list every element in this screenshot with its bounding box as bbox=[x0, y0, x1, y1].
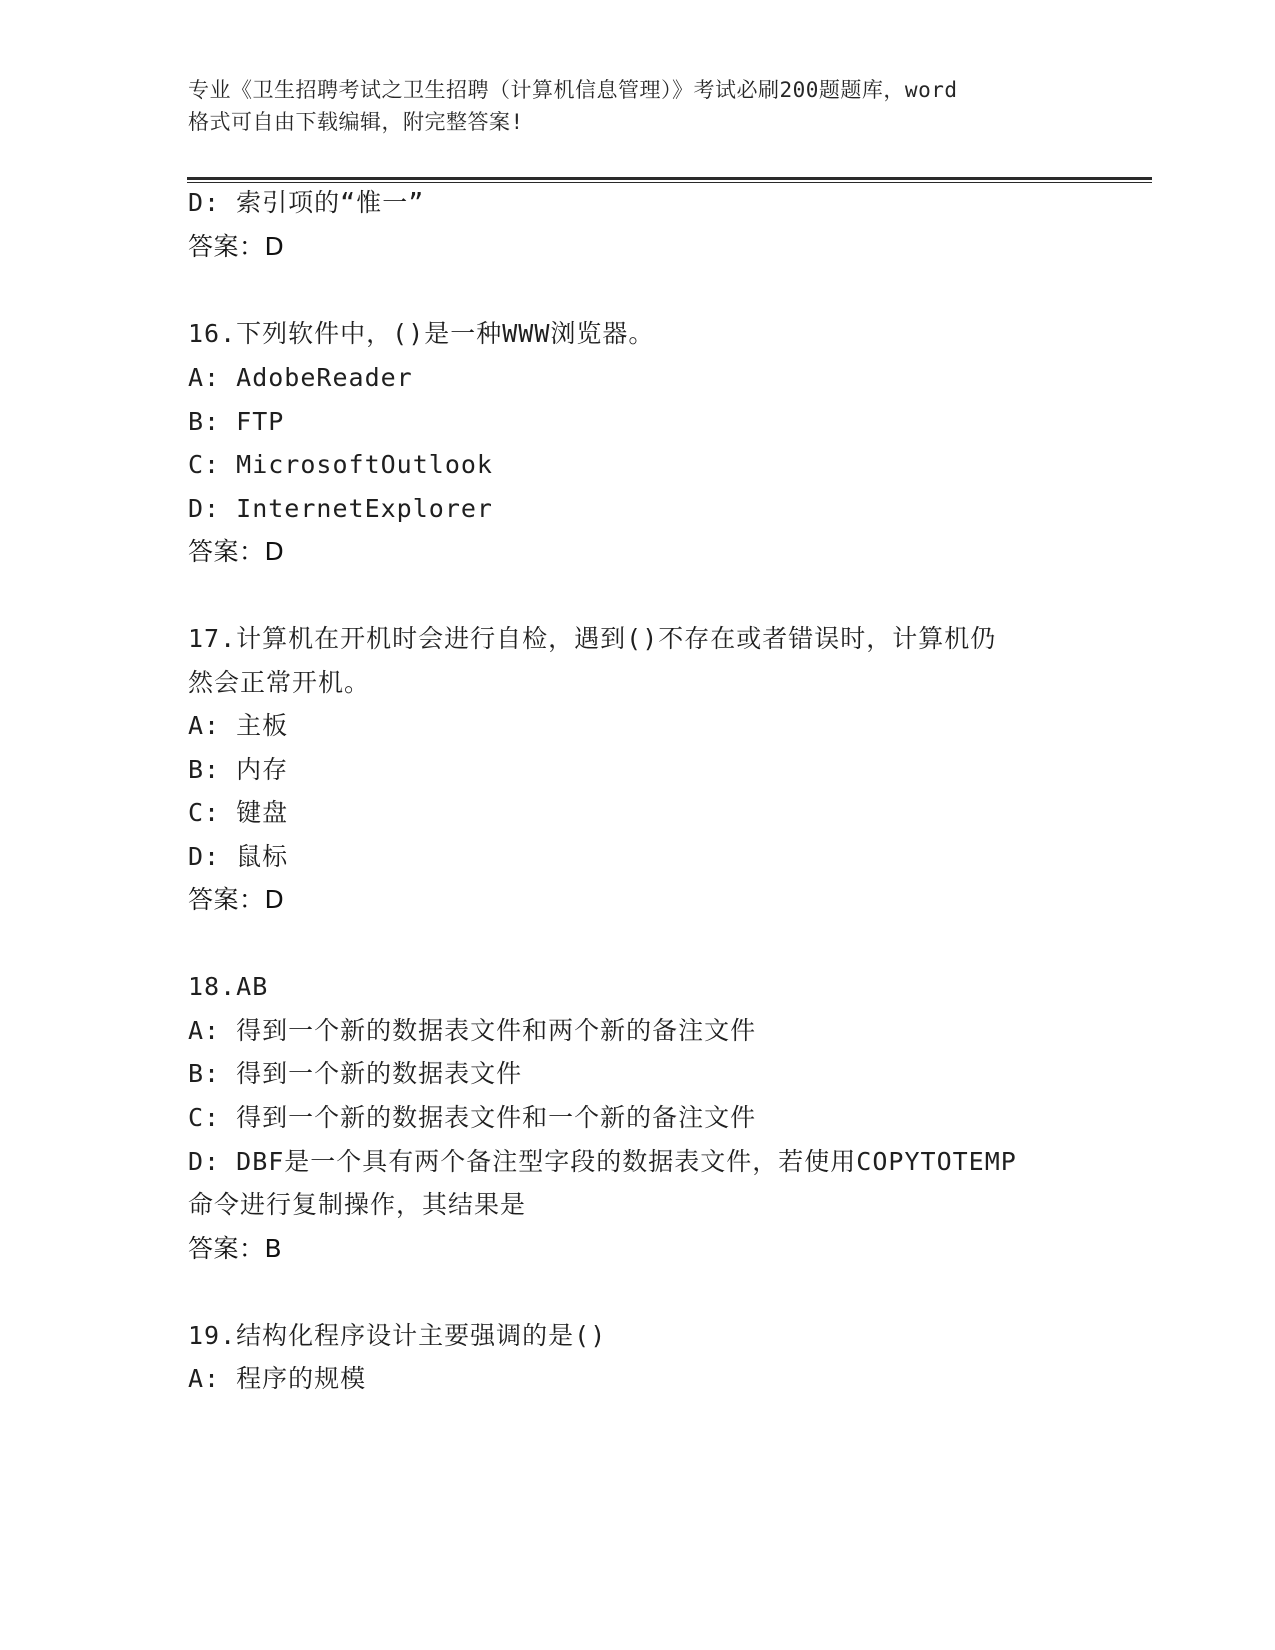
q16-option-d: D: InternetExplorer bbox=[188, 494, 493, 523]
q17-stem-line-1: 17.计算机在开机时会进行自检，遇到()不存在或者错误时，计算机仍 bbox=[188, 624, 997, 653]
header-line-1: 专业《卫生招聘考试之卫生招聘（计算机信息管理）》考试必刷200题题库，word bbox=[188, 78, 958, 102]
q18-option-c: C: 得到一个新的数据表文件和一个新的备注文件 bbox=[188, 1103, 757, 1132]
q18-answer: 答案：B bbox=[188, 1234, 283, 1263]
header-divider-thick bbox=[187, 177, 1152, 180]
q19-option-a: A: 程序的规模 bbox=[188, 1364, 367, 1393]
q15-option-d: D: 索引项的“惟一” bbox=[188, 188, 425, 217]
q16-option-a: A: AdobeReader bbox=[188, 363, 413, 392]
q17-answer: 答案：D bbox=[188, 885, 285, 914]
q18-option-d-line-1: D: DBF是一个具有两个备注型字段的数据表文件，若使用COPYTOTEMP bbox=[188, 1147, 1017, 1176]
q15-answer: 答案：D bbox=[188, 232, 285, 261]
q18-option-d-line-2: 命令进行复制操作，其结果是 bbox=[188, 1190, 527, 1219]
q17-stem-line-2: 然会正常开机。 bbox=[188, 668, 371, 697]
header-divider-thin bbox=[187, 182, 1152, 183]
q16-option-b: B: FTP bbox=[188, 407, 285, 436]
q18-option-a: A: 得到一个新的数据表文件和两个新的备注文件 bbox=[188, 1016, 757, 1045]
document-header bbox=[188, 74, 1108, 138]
q17-option-c: C: 键盘 bbox=[188, 798, 289, 827]
q17-option-d: D: 鼠标 bbox=[188, 842, 289, 871]
q18-stem: 18.AB bbox=[188, 972, 269, 1001]
q17-option-b: B: 内存 bbox=[188, 755, 289, 784]
q19-stem: 19.结构化程序设计主要强调的是() bbox=[188, 1321, 607, 1350]
q18-option-b: B: 得到一个新的数据表文件 bbox=[188, 1059, 523, 1088]
header-line-2: 格式可自由下载编辑，附完整答案! bbox=[188, 110, 524, 134]
q16-stem: 16.下列软件中，()是一种WWW浏览器。 bbox=[188, 319, 655, 348]
q16-answer: 答案：D bbox=[188, 537, 285, 566]
q17-option-a: A: 主板 bbox=[188, 711, 289, 740]
q16-option-c: C: MicrosoftOutlook bbox=[188, 450, 493, 479]
